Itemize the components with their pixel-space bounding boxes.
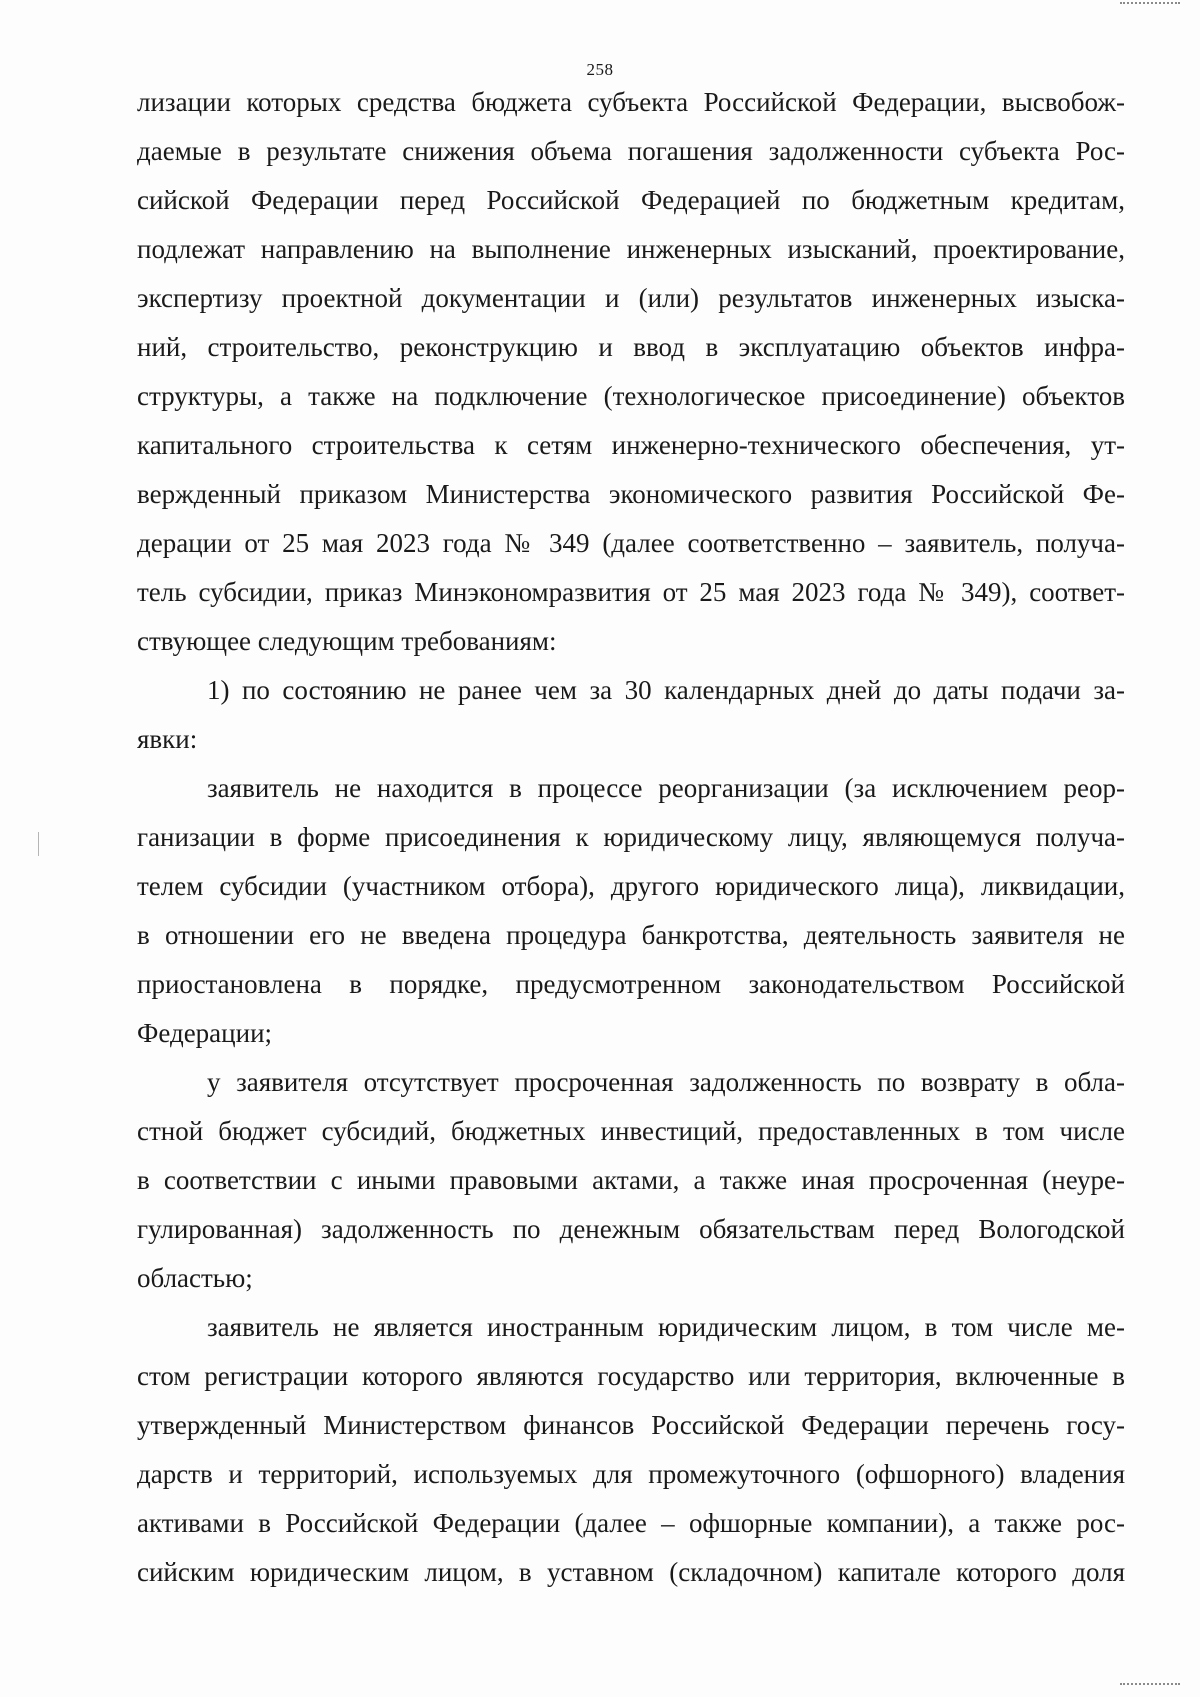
text-line: лизации которых средства бюджета субъекта Российской Федерации, высвобож-: [137, 87, 1125, 117]
text-line: утвержденный Министерством финансов Российской Федерации перечень госу-: [137, 1410, 1125, 1440]
text-line: активами в Российской Федерации (далее – офшорные компании), а также рос-: [137, 1508, 1125, 1538]
text-line: даемые в результате снижения объема погашения задолженности субъекта Рос-: [137, 136, 1125, 166]
text-line: 1) по состоянию не ранее чем за 30 календарных дней до даты подачи за-: [207, 675, 1125, 705]
text-line: телем субсидии (участником отбора), другого юридического лица), ликвидации,: [137, 871, 1125, 901]
text-line: заявитель не находится в процессе реорганизации (за исключением реор-: [207, 773, 1125, 803]
text-line: ствующее следующим требованиям:: [137, 626, 557, 656]
text-line: ний, строительство, реконструкцию и ввод в эксплуатацию объектов инфра-: [137, 332, 1125, 362]
text-line: дерации от 25 мая 2023 года № 349 (далее соответственно – заявитель, получа-: [137, 528, 1125, 558]
text-line: структуры, а также на подключение (технологическое присоединение) объектов: [137, 381, 1125, 411]
text-line: экспертизу проектной документации и (или) результатов инженерных изыска-: [137, 283, 1125, 313]
text-line: у заявителя отсутствует просроченная задолженность по возврату в обла-: [207, 1067, 1125, 1097]
text-line: вержденный приказом Министерства экономического развития Российской Фе-: [137, 479, 1125, 509]
text-line: капитального строительства к сетям инженерно-технического обеспечения, ут-: [137, 430, 1125, 460]
text-line: заявитель не является иностранным юридическим лицом, в том числе ме-: [207, 1312, 1125, 1342]
text-line: подлежат направлению на выполнение инженерных изысканий, проектирование,: [137, 234, 1125, 264]
page-number: 258: [586, 60, 614, 79]
scan-artifact-bottom: [1120, 1683, 1180, 1691]
body-text: [137, 78, 1125, 1597]
text-line: стом регистрации которого являются государство или территория, включенные в: [137, 1361, 1125, 1391]
text-line: тель субсидии, приказ Минэкономразвития от 25 мая 2023 года № 349), соответ-: [137, 577, 1125, 607]
text-line: ганизации в форме присоединения к юридическому лицу, являющемуся получа-: [137, 822, 1125, 852]
text-line: сийской Федерации перед Российской Федерацией по бюджетным кредитам,: [137, 185, 1125, 215]
text-line: гулированная) задолженность по денежным обязательствам перед Вологодской: [137, 1214, 1125, 1244]
text-line: приостановлена в порядке, предусмотренном законодательством Российской: [137, 969, 1125, 999]
text-line: явки:: [137, 724, 198, 754]
text-line: дарств и территорий, используемых для промежуточного (офшорного) владения: [137, 1459, 1125, 1489]
text-line: областью;: [137, 1263, 253, 1293]
scan-artifact-top: [1120, 2, 1180, 10]
text-line: стной бюджет субсидий, бюджетных инвестиций, предоставленных в том числе: [137, 1116, 1125, 1146]
text-line: сийским юридическим лицом, в уставном (складочном) капитале которого доля: [137, 1557, 1125, 1587]
text-line: Федерации;: [137, 1018, 273, 1048]
scan-artifact-margin: [38, 832, 39, 856]
text-line: в отношении его не введена процедура банкротства, деятельность заявителя не: [137, 920, 1125, 950]
text-line: в соответствии с иными правовыми актами, а также иная просроченная (неуре-: [137, 1165, 1125, 1195]
